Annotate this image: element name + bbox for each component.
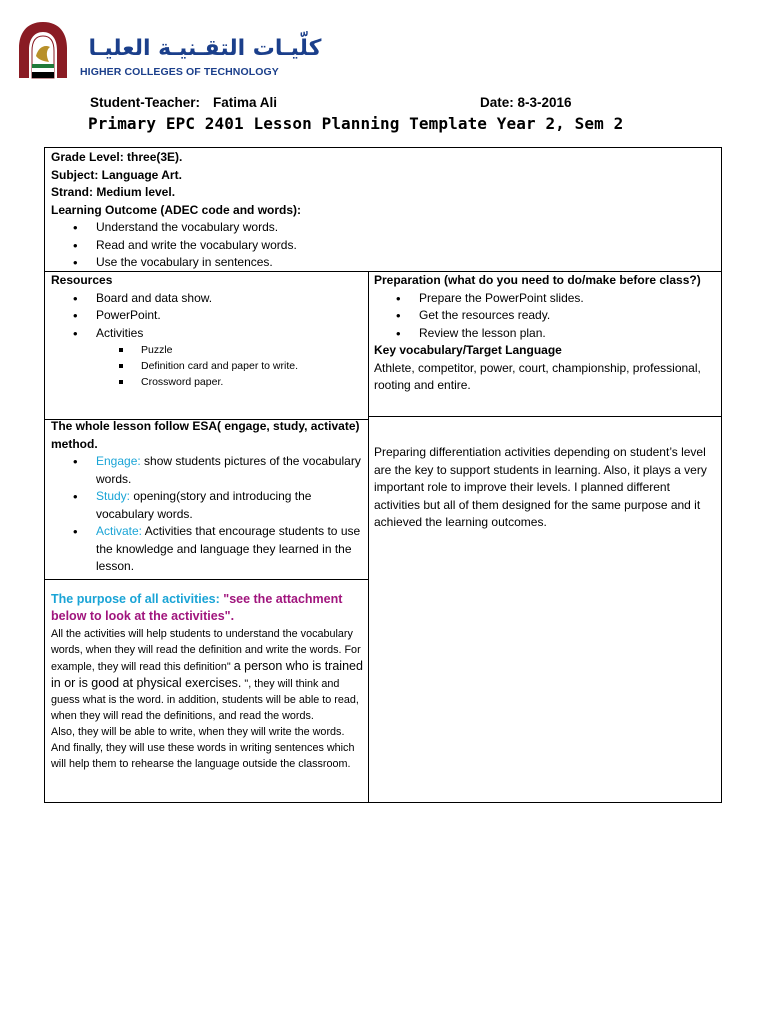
preparation-heading: Preparation (what do you need to do/make before class?) xyxy=(374,273,701,287)
esa-engage-item xyxy=(51,453,363,488)
college-name-arabic: كلّيـات التقـنيـة العليـا xyxy=(88,36,322,61)
key-vocabulary-heading: Key vocabulary/Target Language xyxy=(374,343,562,357)
resources-section xyxy=(51,272,363,390)
learning-outcome-heading: Learning Outcome (ADEC code and words): xyxy=(51,202,302,217)
esa-label: Study: xyxy=(96,489,131,503)
esa-text: opening(story and introducing the vocabulary words. xyxy=(96,489,312,521)
definition-example: a person who is trained in or is good at physical exercises. xyxy=(51,659,363,690)
list-item: • Understand the vocabulary words. xyxy=(51,219,711,237)
purpose-paragraph-1 xyxy=(51,626,363,724)
esa-study-item xyxy=(51,488,363,523)
page-title: Primary EPC 2401 Lesson Planning Template Year 2, Sem 2 xyxy=(88,114,624,133)
purpose-text: All the activities will help students to understand the vocabulary words, when they will read the definition and write the words. For example, they will read this definition" xyxy=(51,628,361,673)
key-vocabulary-text: Athlete, competitor, power, court, championship, professional, rooting and entire. xyxy=(374,360,701,392)
purpose-text: ", they will think and guess what is the word. in addition, students will be able to read, when they will read the definitions, and read the words. xyxy=(51,678,359,722)
strand: Strand: Medium level. xyxy=(51,185,176,199)
list-item: Crossword paper. xyxy=(51,374,363,390)
esa-activate-item xyxy=(51,523,363,576)
preparation-list xyxy=(374,290,716,343)
resources-heading: Resources xyxy=(51,273,113,287)
grade-level: Grade Level: three(3E). xyxy=(51,150,183,164)
purpose-heading xyxy=(51,591,363,625)
list-item: • Prepare the PowerPoint slides. xyxy=(374,290,716,308)
purpose-paragraph-2: Also, they will be able to write, when they will write the words. And finally, they will use these words in writing sentences which will help them to rehearse the language outside the classroom. xyxy=(51,726,355,770)
esa-section xyxy=(51,418,363,576)
student-teacher-name: Fatima Ali xyxy=(213,95,278,110)
list-item: • Get the resources ready. xyxy=(374,307,716,325)
list-item: • PowerPoint. xyxy=(51,307,363,325)
esa-label: Engage: xyxy=(96,454,141,468)
preparation-section xyxy=(374,272,716,395)
list-item: • Review the lesson plan. xyxy=(374,325,716,343)
differentiation-text: Preparing differentiation activities depending on student’s level are the key to support students in learning. Also, it plays a very important role to improve their levels. I planned different activities but all of them designed for the same purpose and it achieved the learning outcomes. xyxy=(374,445,707,529)
purpose-heading-label: The purpose of all activities: xyxy=(51,592,224,606)
student-teacher-label: Student-Teacher: xyxy=(90,95,201,110)
list-item: Definition card and paper to write. xyxy=(51,358,363,374)
outcomes-list xyxy=(51,219,711,272)
esa-text: Activities that encourage students to use the knowledge and language they learned in the lesson. xyxy=(96,524,361,573)
resources-list xyxy=(51,290,363,343)
purpose-section xyxy=(51,591,363,772)
esa-label: Activate: xyxy=(96,524,143,538)
list-item: • Read and write the vocabulary words. xyxy=(51,237,711,255)
esa-intro: The whole lesson follow ESA( engage, study, activate) method. xyxy=(51,419,360,451)
list-item: Puzzle xyxy=(51,342,363,358)
esa-list xyxy=(51,453,363,576)
list-item: • Use the vocabulary in sentences. xyxy=(51,254,711,272)
attachment-link[interactable]: "see the attachment below to look at the activities". xyxy=(51,592,343,623)
activities-list xyxy=(51,342,363,390)
college-name-english: HIGHER COLLEGES OF TECHNOLOGY xyxy=(80,66,279,78)
list-item: • Board and data show. xyxy=(51,290,363,308)
subject: Subject: Language Art. xyxy=(51,167,182,182)
top-section xyxy=(51,149,711,272)
list-item: • Activities xyxy=(51,325,363,343)
college-emblem-icon xyxy=(16,20,70,80)
date: Date: 8-3-2016 xyxy=(480,95,572,110)
esa-text: show students pictures of the vocabulary words. xyxy=(96,454,361,486)
